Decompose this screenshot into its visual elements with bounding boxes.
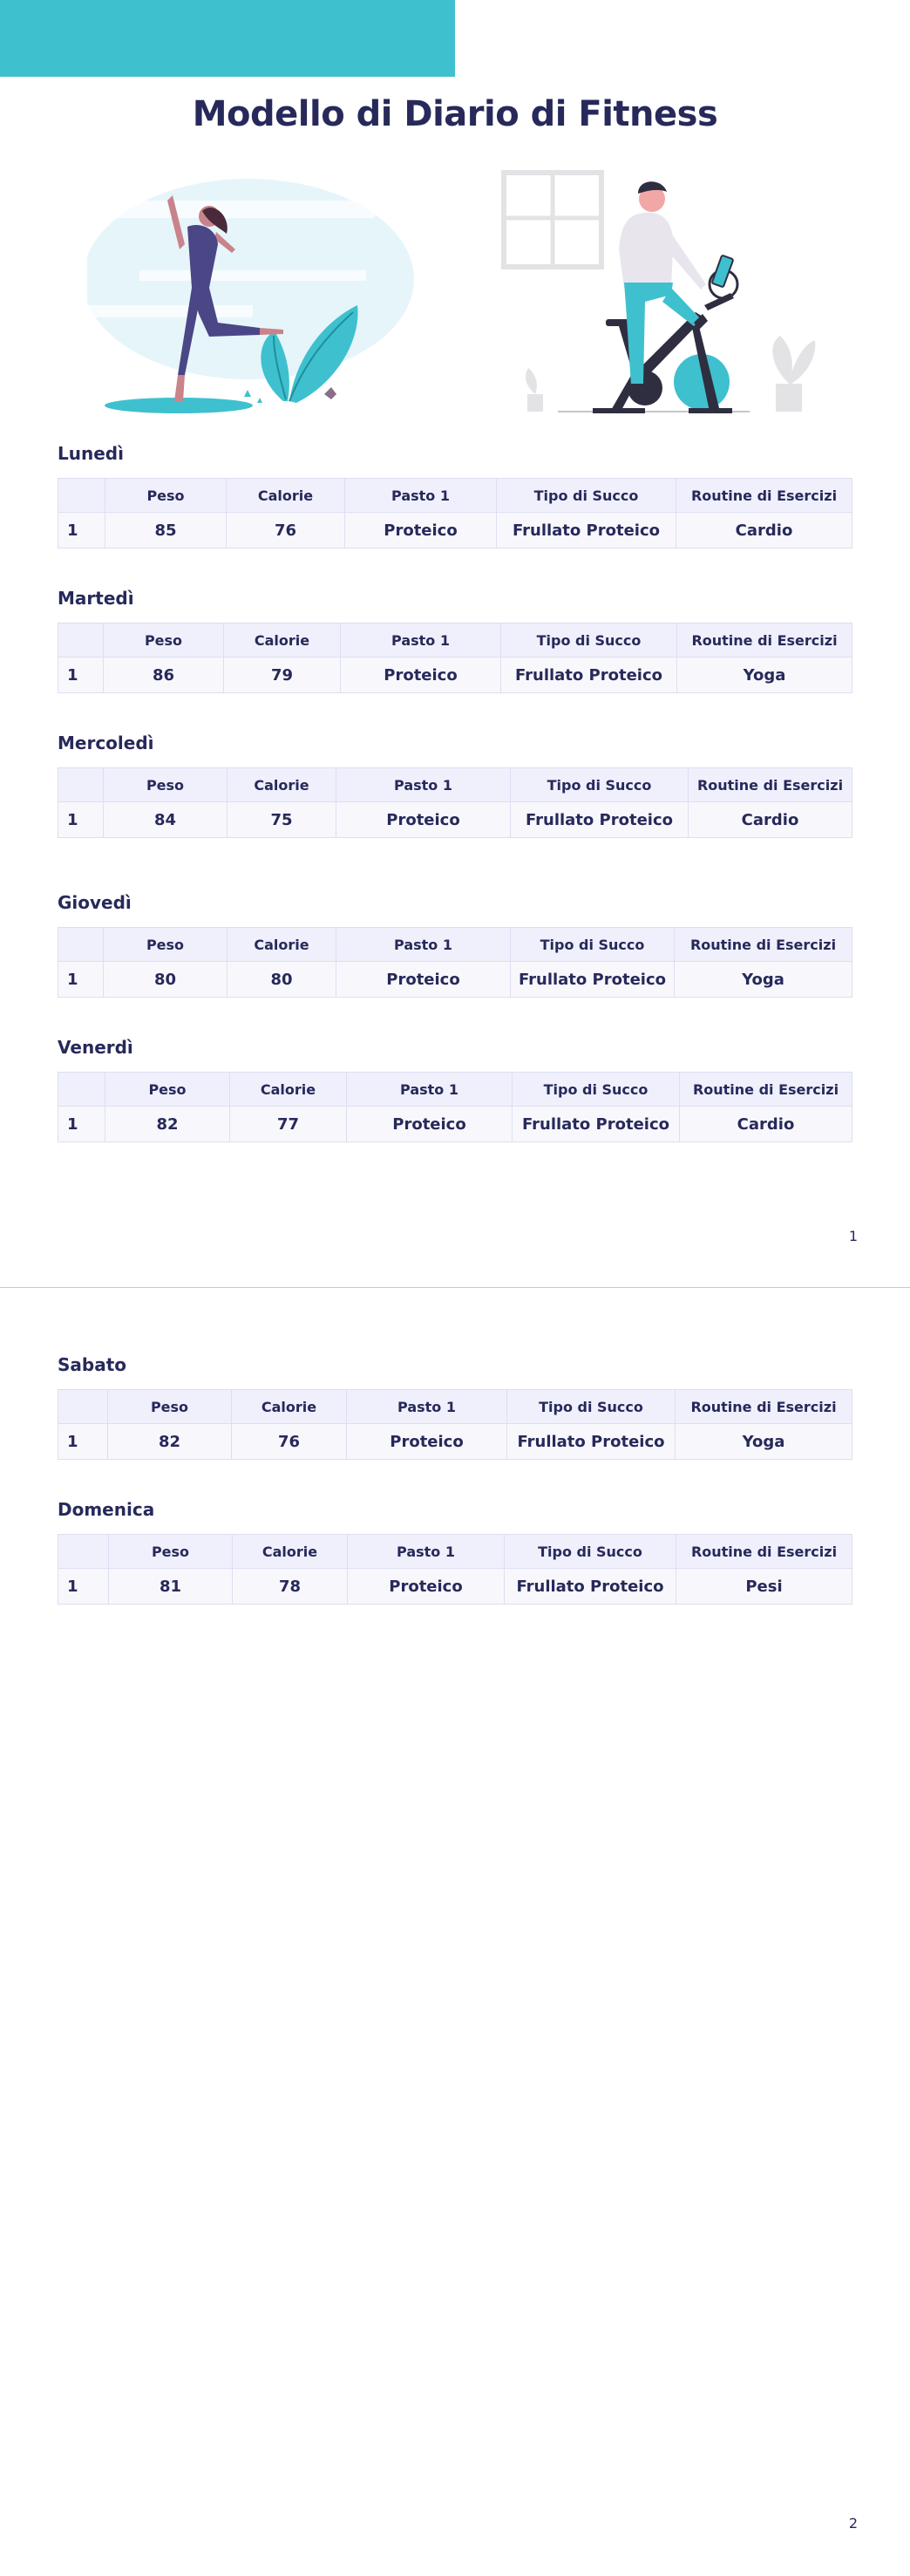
day-section-giovedi: [58, 892, 852, 998]
day-section-mercoledi: [58, 733, 852, 838]
table-header-row: [58, 768, 852, 802]
day-heading: Giovedì: [58, 892, 132, 913]
header-routine: Routine di Esercizi: [676, 479, 852, 513]
table-row: [58, 802, 852, 838]
table-row: [58, 1107, 852, 1142]
cell-peso: 82: [105, 1107, 230, 1142]
cell-index: 1: [58, 1569, 109, 1605]
cell-calorie: 78: [233, 1569, 348, 1605]
header-calorie: Calorie: [228, 928, 336, 962]
header-succo: Tipo di Succo: [513, 1073, 680, 1107]
cell-calorie: 77: [230, 1107, 347, 1142]
header-peso: Peso: [105, 1073, 230, 1107]
cell-succo: Frullato Proteico: [501, 658, 677, 693]
day-table: [58, 623, 852, 693]
day-table: [58, 478, 852, 549]
header-calorie: Calorie: [228, 768, 336, 802]
header-peso: Peso: [104, 928, 228, 962]
cell-peso: 84: [104, 802, 228, 838]
table-row: [58, 658, 852, 693]
header-calorie: Calorie: [232, 1390, 347, 1424]
header-index: [58, 1073, 105, 1107]
day-section-venerdi: [58, 1037, 852, 1142]
day-table: [58, 1389, 852, 1460]
cell-pasto: Proteico: [348, 1569, 505, 1605]
day-table: [58, 1072, 852, 1142]
header-calorie: Calorie: [224, 624, 341, 658]
header-index: [58, 768, 104, 802]
header-pasto: Pasto 1: [347, 1390, 507, 1424]
dancing-woman-illustration: [87, 166, 418, 419]
cell-succo: Frullato Proteico: [511, 802, 689, 838]
header-succo: Tipo di Succo: [511, 768, 689, 802]
day-section-sabato: [58, 1354, 852, 1460]
day-section-domenica: [58, 1499, 852, 1605]
header-routine: Routine di Esercizi: [680, 1073, 852, 1107]
cell-routine: Cardio: [680, 1107, 852, 1142]
header-pasto: Pasto 1: [345, 479, 497, 513]
day-table: [58, 927, 852, 998]
header-peso: Peso: [108, 1390, 232, 1424]
cell-succo: Frullato Proteico: [507, 1424, 676, 1460]
header-succo: Tipo di Succo: [497, 479, 676, 513]
cell-index: 1: [58, 962, 104, 998]
cell-peso: 82: [108, 1424, 232, 1460]
page-title: Modello di Diario di Fitness: [192, 94, 718, 134]
page-number: 2: [848, 2515, 858, 2532]
cell-routine: Cardio: [676, 513, 852, 549]
header-pasto: Pasto 1: [336, 928, 511, 962]
day-table: [58, 1534, 852, 1605]
cell-pasto: Proteico: [347, 1424, 507, 1460]
cell-routine: Yoga: [676, 1424, 852, 1460]
accent-bar: [0, 0, 455, 77]
header-pasto: Pasto 1: [336, 768, 511, 802]
page-2: [0, 1288, 910, 2576]
header-peso: Peso: [109, 1535, 233, 1569]
header-index: [58, 479, 105, 513]
cell-calorie: 79: [224, 658, 341, 693]
cell-routine: Cardio: [689, 802, 852, 838]
cell-succo: Frullato Proteico: [511, 962, 675, 998]
cell-index: 1: [58, 1424, 108, 1460]
day-table: [58, 767, 852, 838]
table-header-row: [58, 1535, 852, 1569]
header-calorie: Calorie: [230, 1073, 347, 1107]
header-routine: Routine di Esercizi: [677, 624, 852, 658]
table-header-row: [58, 1390, 852, 1424]
day-section-martedi: [58, 588, 852, 693]
header-calorie: Calorie: [233, 1535, 348, 1569]
exercise-bike-illustration: [488, 166, 819, 419]
table-row: [58, 1424, 852, 1460]
day-heading: Venerdì: [58, 1037, 133, 1058]
table-header-row: [58, 479, 852, 513]
cell-peso: 81: [109, 1569, 233, 1605]
day-heading: Martedì: [58, 588, 134, 609]
day-heading: Domenica: [58, 1499, 155, 1520]
table-header-row: [58, 928, 852, 962]
header-index: [58, 1390, 108, 1424]
cell-routine: Yoga: [675, 962, 852, 998]
cell-calorie: 80: [228, 962, 336, 998]
day-heading: Mercoledì: [58, 733, 154, 753]
header-peso: Peso: [104, 768, 228, 802]
cell-index: 1: [58, 1107, 105, 1142]
cell-calorie: 75: [228, 802, 336, 838]
header-routine: Routine di Esercizi: [676, 1390, 852, 1424]
day-section-lunedi: [58, 443, 852, 549]
table-header-row: [58, 624, 852, 658]
cell-succo: Frullato Proteico: [513, 1107, 680, 1142]
cell-routine: Pesi: [676, 1569, 852, 1605]
day-heading: Sabato: [58, 1354, 127, 1375]
header-succo: Tipo di Succo: [507, 1390, 676, 1424]
table-header-row: [58, 1073, 852, 1107]
header-pasto: Pasto 1: [348, 1535, 505, 1569]
header-calorie: Calorie: [227, 479, 345, 513]
table-row: [58, 1569, 852, 1605]
cell-peso: 86: [104, 658, 224, 693]
header-succo: Tipo di Succo: [501, 624, 677, 658]
header-pasto: Pasto 1: [347, 1073, 513, 1107]
cell-pasto: Proteico: [347, 1107, 513, 1142]
table-row: [58, 513, 852, 549]
header-succo: Tipo di Succo: [511, 928, 675, 962]
header-routine: Routine di Esercizi: [675, 928, 852, 962]
header-index: [58, 928, 104, 962]
header-pasto: Pasto 1: [341, 624, 501, 658]
cell-peso: 85: [105, 513, 227, 549]
cell-index: 1: [58, 658, 104, 693]
cell-index: 1: [58, 513, 105, 549]
header-routine: Routine di Esercizi: [676, 1535, 852, 1569]
header-routine: Routine di Esercizi: [689, 768, 852, 802]
cell-routine: Yoga: [677, 658, 852, 693]
cell-index: 1: [58, 802, 104, 838]
header-peso: Peso: [105, 479, 227, 513]
cell-pasto: Proteico: [336, 962, 511, 998]
table-row: [58, 962, 852, 998]
cell-pasto: Proteico: [336, 802, 511, 838]
cell-succo: Frullato Proteico: [505, 1569, 676, 1605]
cell-succo: Frullato Proteico: [497, 513, 676, 549]
cell-calorie: 76: [227, 513, 345, 549]
cell-pasto: Proteico: [341, 658, 501, 693]
day-heading: Lunedì: [58, 443, 124, 464]
header-index: [58, 624, 104, 658]
header-peso: Peso: [104, 624, 224, 658]
cell-pasto: Proteico: [345, 513, 497, 549]
cell-calorie: 76: [232, 1424, 347, 1460]
page-number: 1: [848, 1228, 858, 1244]
cell-peso: 80: [104, 962, 228, 998]
header-index: [58, 1535, 109, 1569]
header-succo: Tipo di Succo: [505, 1535, 676, 1569]
